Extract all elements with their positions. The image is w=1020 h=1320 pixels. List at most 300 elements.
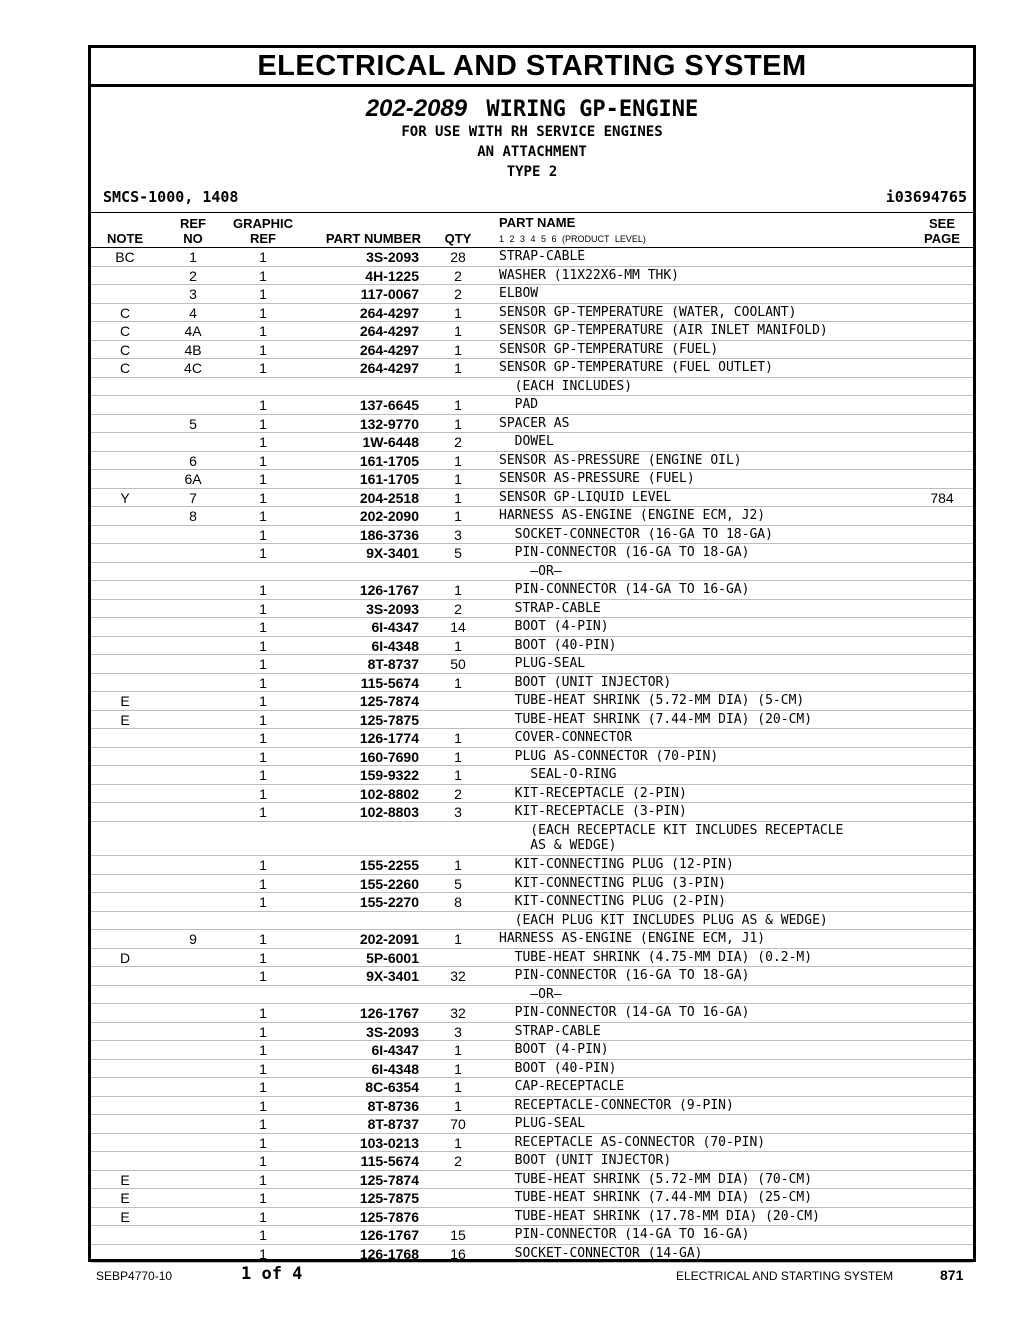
row-qty: 3 bbox=[454, 1023, 462, 1040]
row-qty: 2 bbox=[454, 267, 462, 284]
row-graphic-ref: 1 bbox=[259, 619, 267, 635]
row-qty: 1 bbox=[454, 1079, 462, 1095]
row-qty: 1 bbox=[454, 304, 462, 321]
row-qty: 1 bbox=[454, 730, 462, 746]
table-row bbox=[91, 655, 973, 674]
row-graphic-ref: 1 bbox=[259, 1134, 267, 1151]
table-row bbox=[91, 1041, 973, 1060]
row-qty: 2 bbox=[454, 1153, 462, 1169]
row-part-number: 126-1767 bbox=[359, 1005, 419, 1021]
row-graphic-ref: 1 bbox=[259, 1079, 267, 1095]
row-part-number: 8T-8736 bbox=[367, 1097, 419, 1114]
row-note: D bbox=[119, 949, 131, 966]
row-part-name: BOOT (40-PIN) bbox=[499, 1060, 617, 1076]
row-part-number: 155-2260 bbox=[359, 875, 419, 892]
row-graphic-ref: 1 bbox=[259, 526, 267, 543]
row-part-number: 8C-6354 bbox=[365, 1079, 419, 1095]
group-line-4: TYPE 2 bbox=[506, 164, 558, 180]
row-part-number: 3S-2093 bbox=[366, 600, 419, 617]
row-part-number: 204-2518 bbox=[359, 489, 419, 506]
row-graphic-ref: 1 bbox=[259, 452, 267, 469]
row-part-name: ELBOW bbox=[499, 286, 539, 301]
row-graphic-ref: 1 bbox=[259, 730, 267, 746]
row-graphic-ref: 1 bbox=[259, 894, 267, 910]
table-row bbox=[91, 581, 973, 600]
row-note: E bbox=[120, 1208, 130, 1225]
document-identifier: i03694765 bbox=[885, 188, 967, 206]
row-part-number: 126-1768 bbox=[359, 1245, 419, 1262]
row-graphic-ref: 1 bbox=[259, 323, 267, 339]
row-part-number: 9X-3401 bbox=[366, 968, 419, 984]
row-part-number: 3S-2093 bbox=[366, 249, 419, 265]
row-note: C bbox=[119, 360, 131, 376]
table-row bbox=[91, 729, 973, 748]
table-row bbox=[91, 986, 973, 1005]
row-part-name: PLUG AS-CONNECTOR (70-PIN) bbox=[499, 748, 719, 764]
table-row bbox=[91, 378, 973, 397]
row-graphic-ref: 1 bbox=[259, 1042, 267, 1058]
table-row bbox=[91, 1023, 973, 1042]
row-part-number: 117-0067 bbox=[360, 286, 419, 302]
row-qty: 1 bbox=[454, 748, 462, 765]
row-note: C bbox=[119, 323, 131, 339]
row-qty: 16 bbox=[450, 1245, 466, 1262]
row-part-name: (EACH INCLUDES) bbox=[499, 378, 633, 394]
row-part-number: 125-7874 bbox=[359, 1171, 419, 1188]
row-ref-no: 4B bbox=[184, 341, 202, 358]
table-row bbox=[91, 489, 973, 508]
row-part-name: SOCKET-CONNECTOR (14-GA) bbox=[499, 1245, 703, 1261]
row-part-name: HARNESS AS-ENGINE (ENGINE ECM, J2) bbox=[499, 508, 766, 523]
row-part-name: BOOT (UNIT INJECTOR) bbox=[499, 674, 672, 690]
row-qty: 1 bbox=[454, 931, 462, 947]
row-qty: 3 bbox=[454, 804, 462, 820]
row-part-name: KIT-RECEPTACLE (3-PIN) bbox=[499, 804, 687, 819]
row-qty: 2 bbox=[454, 286, 462, 302]
table-row bbox=[91, 822, 973, 857]
row-graphic-ref: 1 bbox=[259, 249, 267, 265]
row-graphic-ref: 1 bbox=[259, 415, 267, 432]
row-part-name: KIT-CONNECTING PLUG (3-PIN) bbox=[499, 875, 726, 891]
row-graphic-ref: 1 bbox=[259, 656, 267, 672]
table-row bbox=[91, 341, 973, 360]
row-part-name: —OR— bbox=[499, 563, 562, 579]
row-part-number: 6I-4347 bbox=[371, 1042, 419, 1058]
table-row bbox=[91, 248, 973, 267]
row-note: E bbox=[120, 1171, 130, 1188]
row-part-name: PAD bbox=[499, 397, 539, 412]
row-part-name: SEAL-O-RING bbox=[499, 767, 617, 782]
table-row bbox=[91, 1115, 973, 1134]
table-row bbox=[91, 930, 973, 949]
footer-page-number: 871 bbox=[940, 1267, 964, 1283]
table-row bbox=[91, 507, 973, 526]
row-part-name: KIT-RECEPTACLE (2-PIN) bbox=[499, 785, 687, 801]
row-part-number: 6I-4348 bbox=[371, 637, 419, 654]
row-part-number: 155-2255 bbox=[359, 857, 419, 873]
row-part-name: SENSOR GP-LIQUID LEVEL bbox=[499, 489, 672, 505]
row-part-name: STRAP-CABLE bbox=[499, 1023, 601, 1039]
row-graphic-ref: 1 bbox=[259, 767, 267, 783]
row-part-number: 132-9770 bbox=[359, 415, 419, 432]
row-part-name: BOOT (UNIT INJECTOR) bbox=[499, 1153, 672, 1168]
row-part-number: 161-1705 bbox=[359, 452, 419, 469]
table-row bbox=[91, 785, 973, 804]
row-part-number: 264-4297 bbox=[359, 323, 419, 339]
row-graphic-ref: 1 bbox=[259, 471, 267, 487]
table-row bbox=[91, 544, 973, 563]
row-ref-no: 4 bbox=[189, 304, 197, 321]
row-graphic-ref: 1 bbox=[259, 1190, 267, 1206]
row-part-number: 264-4297 bbox=[359, 360, 419, 376]
row-part-name: BOOT (40-PIN) bbox=[499, 637, 617, 653]
row-graphic-ref: 1 bbox=[259, 489, 267, 506]
table-row bbox=[91, 452, 973, 471]
table-row bbox=[91, 748, 973, 767]
row-part-number: 155-2270 bbox=[359, 894, 419, 910]
row-qty: 1 bbox=[454, 637, 462, 654]
row-ref-no: 9 bbox=[189, 931, 197, 947]
row-qty: 70 bbox=[450, 1116, 466, 1132]
row-graphic-ref: 1 bbox=[259, 674, 267, 691]
header-part-name: PART NAME bbox=[499, 215, 576, 230]
row-part-name: TUBE-HEAT SHRINK (5.72-MM DIA) (70-CM) bbox=[499, 1171, 813, 1187]
row-qty: 5 bbox=[454, 875, 462, 892]
row-qty: 1 bbox=[454, 415, 462, 432]
row-ref-no: 6 bbox=[189, 452, 197, 469]
row-part-name: SENSOR GP-TEMPERATURE (FUEL OUTLET) bbox=[499, 360, 773, 375]
table-row bbox=[91, 912, 973, 931]
row-part-number: 4H-1225 bbox=[365, 267, 419, 284]
smcs-code: SMCS-1000, 1408 bbox=[103, 188, 239, 206]
row-qty: 2 bbox=[454, 785, 462, 802]
table-row bbox=[91, 766, 973, 785]
row-part-name: PIN-CONNECTOR (14-GA TO 16-GA) bbox=[499, 1005, 750, 1020]
row-qty: 32 bbox=[450, 1005, 466, 1021]
row-graphic-ref: 1 bbox=[259, 637, 267, 654]
table-row bbox=[91, 803, 973, 822]
row-graphic-ref: 1 bbox=[259, 968, 267, 984]
row-part-number: 9X-3401 bbox=[366, 545, 419, 561]
row-part-number: 115-5674 bbox=[360, 1153, 419, 1169]
row-part-number: 186-3736 bbox=[359, 526, 419, 543]
footer-section: ELECTRICAL AND STARTING SYSTEM bbox=[676, 1269, 894, 1283]
row-graphic-ref: 1 bbox=[259, 1227, 267, 1243]
table-row bbox=[91, 967, 973, 986]
row-part-number: 202-2091 bbox=[359, 931, 419, 947]
row-qty: 1 bbox=[454, 341, 462, 358]
row-part-name: SENSOR GP-TEMPERATURE (WATER, COOLANT) bbox=[499, 304, 797, 320]
row-graphic-ref: 1 bbox=[259, 360, 267, 376]
row-qty: 1 bbox=[454, 857, 462, 873]
group-title bbox=[91, 95, 973, 123]
row-part-name: STRAP-CABLE bbox=[499, 249, 586, 264]
row-graphic-ref: 1 bbox=[259, 286, 267, 302]
row-part-number: 160-7690 bbox=[359, 748, 419, 765]
row-qty: 2 bbox=[454, 600, 462, 617]
row-graphic-ref: 1 bbox=[259, 1245, 267, 1262]
row-part-number: 125-7876 bbox=[359, 1208, 419, 1225]
table-row bbox=[91, 1171, 973, 1190]
row-ref-no: 7 bbox=[189, 489, 197, 506]
table-row bbox=[91, 267, 973, 286]
table-row bbox=[91, 893, 973, 912]
table-row bbox=[91, 856, 973, 875]
row-qty: 1 bbox=[454, 582, 462, 598]
row-note: C bbox=[119, 304, 131, 321]
header-see-top: SEE bbox=[928, 216, 955, 231]
row-graphic-ref: 1 bbox=[259, 341, 267, 358]
row-part-name: SENSOR GP-TEMPERATURE (FUEL) bbox=[499, 341, 719, 357]
table-row bbox=[91, 1060, 973, 1079]
row-ref-no: 1 bbox=[189, 249, 197, 265]
table-row bbox=[91, 526, 973, 545]
row-part-number: 8T-8737 bbox=[367, 656, 419, 672]
table-row bbox=[91, 470, 973, 489]
table-row bbox=[91, 711, 973, 730]
header-graphic-top: GRAPHIC bbox=[233, 216, 293, 231]
row-part-number: 103-0213 bbox=[359, 1134, 419, 1151]
table-row bbox=[91, 1226, 973, 1245]
row-graphic-ref: 1 bbox=[259, 1023, 267, 1040]
row-part-number: 115-5674 bbox=[360, 674, 419, 691]
row-part-name: SENSOR AS-PRESSURE (ENGINE OIL) bbox=[499, 452, 742, 468]
row-part-name: PIN-CONNECTOR (16-GA TO 18-GA) bbox=[499, 545, 750, 560]
header-note: NOTE bbox=[106, 231, 144, 246]
table-row bbox=[91, 433, 973, 452]
row-qty: 1 bbox=[454, 1134, 462, 1151]
row-part-name: TUBE-HEAT SHRINK (4.75-MM DIA) (0.2-M) bbox=[499, 949, 813, 965]
table-row bbox=[91, 1004, 973, 1023]
row-qty: 1 bbox=[454, 452, 462, 469]
row-graphic-ref: 1 bbox=[259, 748, 267, 765]
row-graphic-ref: 1 bbox=[259, 804, 267, 820]
table-row bbox=[91, 563, 973, 582]
row-part-name: TUBE-HEAT SHRINK (7.44-MM DIA) (20-CM) bbox=[499, 711, 813, 727]
table-row bbox=[91, 637, 973, 656]
row-part-number: 8T-8737 bbox=[367, 1116, 419, 1132]
row-graphic-ref: 1 bbox=[259, 1005, 267, 1021]
table-row bbox=[91, 415, 973, 434]
table-row bbox=[91, 285, 973, 304]
row-part-number: 125-7875 bbox=[359, 1190, 419, 1206]
row-part-number: 161-1705 bbox=[359, 471, 419, 487]
row-part-name: SOCKET-CONNECTOR (16-GA TO 18-GA) bbox=[499, 526, 773, 542]
row-part-number: 6I-4348 bbox=[371, 1060, 419, 1077]
table-row bbox=[91, 322, 973, 341]
row-note: E bbox=[120, 711, 130, 728]
row-part-number: 137-6645 bbox=[359, 397, 419, 413]
row-graphic-ref: 1 bbox=[259, 1208, 267, 1225]
table-row bbox=[91, 618, 973, 637]
row-qty: 1 bbox=[454, 489, 462, 506]
row-part-name: TUBE-HEAT SHRINK (5.72-MM DIA) (5-CM) bbox=[499, 693, 805, 708]
table-row bbox=[91, 1208, 973, 1227]
table-row bbox=[91, 1189, 973, 1208]
row-graphic-ref: 1 bbox=[259, 1171, 267, 1188]
group-line-3: AN ATTACHMENT bbox=[477, 144, 587, 160]
row-part-name: PIN-CONNECTOR (14-GA TO 16-GA) bbox=[499, 1227, 750, 1242]
row-part-name: SENSOR AS-PRESSURE (FUEL) bbox=[499, 471, 695, 486]
row-graphic-ref: 1 bbox=[259, 875, 267, 892]
row-qty: 3 bbox=[454, 526, 462, 543]
parts-table bbox=[91, 248, 973, 1263]
row-graphic-ref: 1 bbox=[259, 304, 267, 321]
row-part-name: RECEPTACLE-CONNECTOR (9-PIN) bbox=[499, 1097, 734, 1113]
table-row bbox=[91, 359, 973, 378]
row-part-name: SPACER AS bbox=[499, 415, 570, 431]
header-ref-bottom: NO bbox=[183, 231, 203, 246]
row-part-number: 125-7874 bbox=[359, 693, 419, 709]
row-part-number: 126-1767 bbox=[359, 1227, 419, 1243]
row-part-number: 6I-4347 bbox=[371, 619, 419, 635]
row-note: E bbox=[120, 693, 130, 709]
row-graphic-ref: 1 bbox=[259, 397, 267, 413]
row-graphic-ref: 1 bbox=[259, 1153, 267, 1169]
row-qty: 1 bbox=[454, 767, 462, 783]
row-part-name: PLUG-SEAL bbox=[499, 1116, 586, 1131]
row-part-name: RECEPTACLE AS-CONNECTOR (70-PIN) bbox=[499, 1134, 766, 1150]
row-graphic-ref: 1 bbox=[259, 711, 267, 728]
row-part-name: PLUG-SEAL bbox=[499, 656, 586, 671]
row-part-number: 159-9322 bbox=[359, 767, 419, 783]
row-graphic-ref: 1 bbox=[259, 434, 267, 450]
row-part-name: (EACH PLUG KIT INCLUDES PLUG AS & WEDGE) bbox=[499, 912, 828, 928]
row-graphic-ref: 1 bbox=[259, 693, 267, 709]
header-graphic-bottom: REF bbox=[250, 231, 276, 246]
footer-doc-id: SEBP4770-10 bbox=[96, 1269, 173, 1283]
row-qty: 5 bbox=[454, 545, 462, 561]
row-graphic-ref: 1 bbox=[259, 785, 267, 802]
row-graphic-ref: 1 bbox=[259, 267, 267, 284]
group-title-block bbox=[91, 87, 973, 213]
row-part-number: 125-7875 bbox=[359, 711, 419, 728]
row-part-number: 126-1767 bbox=[359, 582, 419, 598]
row-part-number: 102-8802 bbox=[359, 785, 419, 802]
row-part-number: 126-1774 bbox=[359, 730, 419, 746]
row-qty: 1 bbox=[454, 1097, 462, 1114]
row-note: BC bbox=[115, 249, 135, 265]
row-part-name: STRAP-CABLE bbox=[499, 600, 601, 616]
row-graphic-ref: 1 bbox=[259, 600, 267, 617]
row-graphic-ref: 1 bbox=[259, 545, 267, 561]
header-qty: QTY bbox=[444, 231, 472, 246]
row-part-name: TUBE-HEAT SHRINK (17.78-MM DIA) (20-CM) bbox=[499, 1208, 820, 1224]
row-qty: 1 bbox=[454, 1060, 462, 1077]
row-note: Y bbox=[120, 489, 130, 506]
row-part-name: CAP-RECEPTACLE bbox=[499, 1079, 625, 1094]
row-qty: 8 bbox=[454, 894, 462, 910]
row-qty: 1 bbox=[454, 674, 462, 691]
row-part-number: 264-4297 bbox=[359, 341, 419, 358]
table-row bbox=[91, 396, 973, 415]
row-part-name: BOOT (4-PIN) bbox=[499, 1042, 609, 1057]
row-qty: 32 bbox=[450, 968, 466, 984]
row-part-name: WASHER (11X22X6-MM THK) bbox=[499, 267, 680, 283]
row-qty: 1 bbox=[454, 471, 462, 487]
row-qty: 1 bbox=[454, 360, 462, 376]
footer-page-of: 1 of 4 bbox=[241, 1264, 303, 1284]
row-qty: 28 bbox=[450, 249, 466, 265]
column-headers bbox=[91, 213, 973, 248]
group-part-number: 202-2089 bbox=[365, 95, 468, 122]
row-ref-no: 4C bbox=[184, 360, 202, 376]
row-qty: 14 bbox=[450, 619, 466, 635]
section-title: ELECTRICAL AND STARTING SYSTEM bbox=[91, 48, 973, 87]
table-row bbox=[91, 949, 973, 968]
table-row bbox=[91, 1134, 973, 1153]
header-part-number: PART NUMBER bbox=[325, 231, 421, 246]
row-part-name: (EACH RECEPTACLE KIT INCLUDES RECEPTACLE AS & WEDGE) bbox=[530, 822, 844, 853]
row-qty: 1 bbox=[454, 397, 462, 413]
row-note: C bbox=[119, 341, 131, 358]
table-row bbox=[91, 875, 973, 894]
table-row bbox=[91, 1097, 973, 1116]
row-qty: 1 bbox=[454, 508, 462, 524]
row-ref-no: 4A bbox=[184, 323, 202, 339]
row-ref-no: 5 bbox=[189, 415, 197, 432]
row-part-name: —OR— bbox=[499, 986, 562, 1002]
row-part-name: KIT-CONNECTING PLUG (12-PIN) bbox=[499, 857, 734, 872]
row-see-page: 784 bbox=[930, 489, 954, 506]
group-line-2: FOR USE WITH RH SERVICE ENGINES bbox=[401, 124, 663, 140]
row-part-name: PIN-CONNECTOR (16-GA TO 18-GA) bbox=[499, 968, 750, 983]
row-part-number: 1W-6448 bbox=[362, 434, 419, 450]
table-row bbox=[91, 304, 973, 323]
row-part-number: 202-2090 bbox=[359, 508, 419, 524]
table-row bbox=[91, 692, 973, 711]
row-qty: 1 bbox=[454, 1042, 462, 1058]
row-part-number: 264-4297 bbox=[359, 304, 419, 321]
row-graphic-ref: 1 bbox=[259, 1116, 267, 1132]
row-part-number: 102-8803 bbox=[359, 804, 419, 820]
row-part-name: HARNESS AS-ENGINE (ENGINE ECM, J1) bbox=[499, 931, 766, 946]
table-row bbox=[91, 1078, 973, 1097]
row-part-name: SENSOR GP-TEMPERATURE (AIR INLET MANIFOLD) bbox=[499, 323, 828, 338]
row-part-name: KIT-CONNECTING PLUG (2-PIN) bbox=[499, 894, 726, 909]
header-ref-top: REF bbox=[180, 216, 206, 231]
row-graphic-ref: 1 bbox=[259, 857, 267, 873]
row-graphic-ref: 1 bbox=[259, 1060, 267, 1077]
row-part-name: TUBE-HEAT SHRINK (7.44-MM DIA) (25-CM) bbox=[499, 1190, 813, 1205]
row-part-name: BOOT (4-PIN) bbox=[499, 619, 609, 634]
page-footer bbox=[0, 1264, 1020, 1294]
row-qty: 1 bbox=[454, 323, 462, 339]
row-graphic-ref: 1 bbox=[259, 949, 267, 966]
table-row bbox=[91, 1152, 973, 1171]
row-part-number: 5P-6001 bbox=[366, 949, 419, 966]
row-graphic-ref: 1 bbox=[259, 508, 267, 524]
row-note: E bbox=[120, 1190, 130, 1206]
header-see-bottom: PAGE bbox=[924, 231, 960, 246]
row-qty: 15 bbox=[450, 1227, 466, 1243]
parts-page-frame bbox=[88, 45, 976, 1262]
row-ref-no: 3 bbox=[189, 286, 197, 302]
row-part-number: 3S-2093 bbox=[366, 1023, 419, 1040]
row-part-name: DOWEL bbox=[499, 434, 554, 449]
header-product-levels: 1 2 3 4 5 6 (PRODUCT LEVEL) bbox=[499, 234, 646, 244]
row-ref-no: 2 bbox=[189, 267, 197, 284]
row-ref-no: 6A bbox=[184, 471, 202, 487]
row-graphic-ref: 1 bbox=[259, 931, 267, 947]
row-qty: 2 bbox=[454, 434, 462, 450]
row-graphic-ref: 1 bbox=[259, 582, 267, 598]
table-row bbox=[91, 674, 973, 693]
row-graphic-ref: 1 bbox=[259, 1097, 267, 1114]
table-row bbox=[91, 600, 973, 619]
table-row bbox=[91, 1245, 973, 1264]
group-name: WIRING GP-ENGINE bbox=[486, 97, 699, 122]
